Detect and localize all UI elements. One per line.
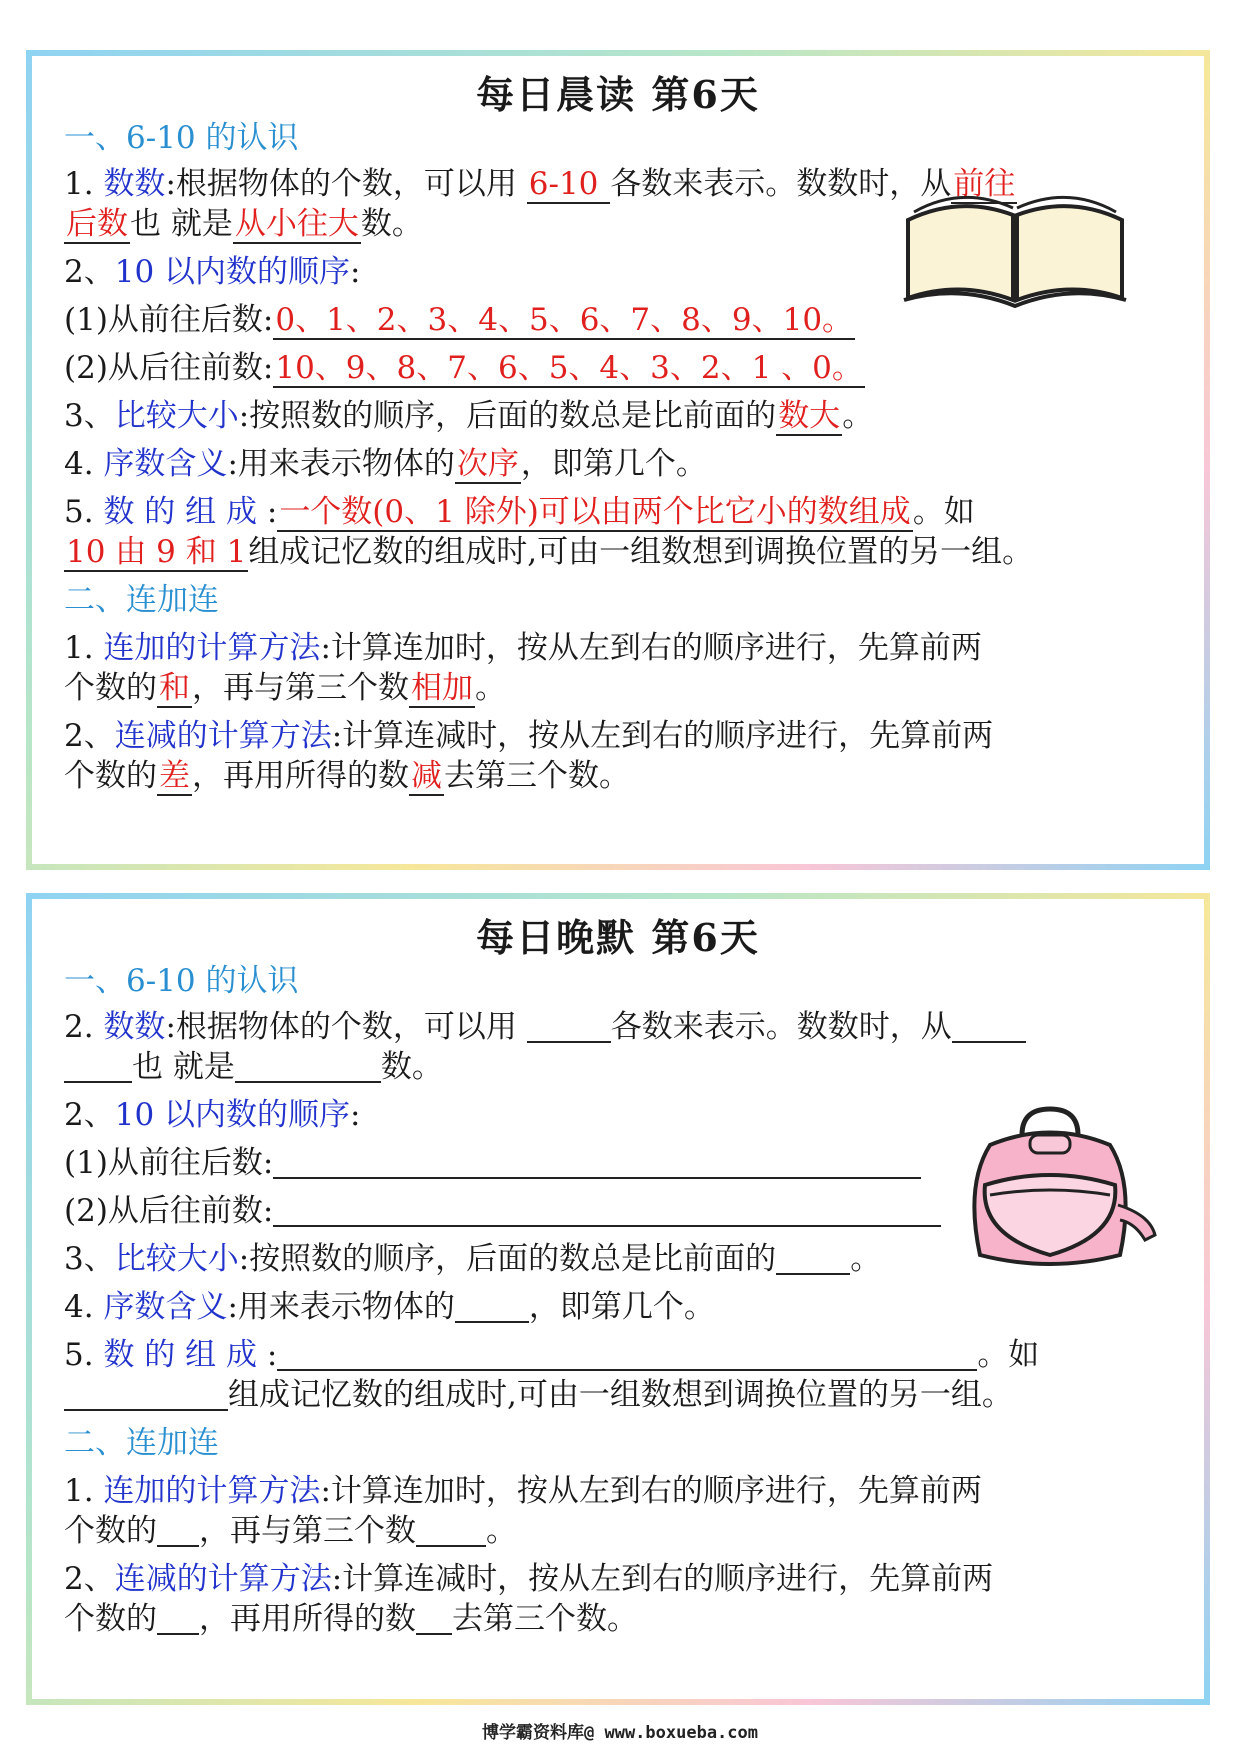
- morning-line-2: 2、10 以内数的顺序:: [64, 254, 361, 290]
- blank[interactable]: [157, 1603, 199, 1635]
- morning-card: [26, 50, 1210, 870]
- blank[interactable]: [273, 1147, 921, 1179]
- evening-line-4: 4. 序数含义:用来表示物体的 ，即第几个。: [64, 1289, 715, 1325]
- section-heading-2: 二、连加连: [64, 1425, 219, 1461]
- morning-line-6a: 1. 连加的计算方法:计算连加时，按从左到右的顺序进行，先算前两: [64, 630, 982, 666]
- blank[interactable]: [455, 1291, 529, 1323]
- evening-line-6a: 1. 连加的计算方法:计算连加时，按从左到右的顺序进行，先算前两: [64, 1473, 982, 1509]
- evening-line-3: 3、比较大小:按照数的顺序，后面的数总是比前面的 。: [64, 1241, 882, 1277]
- backpack-icon: [960, 1105, 1160, 1275]
- morning-line-6b: 个数的和，再与第三个数相加。: [64, 670, 506, 706]
- evening-line-1a: 2. 数数:根据物体的个数，可以用 各数来表示。数数时，从: [64, 1007, 1180, 1047]
- blank[interactable]: [64, 1379, 228, 1411]
- blank[interactable]: [273, 1195, 941, 1227]
- morning-line-5a: 5. 数 的 组 成 :一个数(0、1 除外)可以由两个比它小的数组成。如: [64, 494, 975, 530]
- morning-title: 每日晨读 第6天: [476, 72, 760, 117]
- morning-line-1b: 后数也 就是从小往大数。: [66, 206, 423, 242]
- open-book-icon: [900, 180, 1130, 310]
- evening-line-5b: 组成记忆数的组成时,可由一组数想到调换位置的另一组。: [64, 1375, 1180, 1415]
- blank[interactable]: [416, 1603, 452, 1635]
- section-heading-1: 一、6-10 的认识: [64, 120, 299, 156]
- morning-line-7b: 个数的差，再用所得的数减去第三个数。: [64, 758, 630, 794]
- evening-line-5a: 5. 数 的 组 成 : 。如: [64, 1337, 1040, 1373]
- evening-line-2b: (2)从后往前数:: [64, 1191, 1180, 1231]
- blank[interactable]: [277, 1339, 977, 1371]
- evening-card: [26, 893, 1210, 1705]
- evening-line-7a: 2、连减的计算方法:计算连减时，按从左到右的顺序进行，先算前两: [64, 1561, 994, 1597]
- section-heading-2: 二、连加连: [64, 582, 219, 618]
- evening-title: 每日晚默 第6天: [476, 915, 760, 960]
- evening-line-2a: (1)从前往后数:: [64, 1143, 1180, 1183]
- morning-line-7a: 2、连减的计算方法:计算连减时，按从左到右的顺序进行，先算前两: [64, 718, 994, 754]
- blank[interactable]: [157, 1515, 199, 1547]
- blank[interactable]: [235, 1051, 381, 1083]
- blank[interactable]: [776, 1243, 850, 1275]
- blank[interactable]: [527, 1011, 611, 1043]
- evening-line-6b: 个数的 ，再与第三个数 。: [64, 1513, 517, 1549]
- evening-line-2: 2、10 以内数的顺序:: [64, 1097, 361, 1133]
- blank[interactable]: [952, 1011, 1026, 1043]
- morning-line-3: 3、比较大小:按照数的顺序，后面的数总是比前面的数大。: [64, 398, 874, 434]
- morning-line-2b: (2)从后往前数:10、9、8、7、6、5、4、3、2、1 、0。: [64, 350, 863, 386]
- evening-line-1b: 也 就是 数。: [64, 1047, 1180, 1087]
- blank[interactable]: [416, 1515, 486, 1547]
- morning-line-2a: (1)从前往后数:0、1、2、3、4、5、6、7、8、9、10。: [64, 302, 854, 338]
- morning-line-1a: 1. 数数:根据物体的个数，可以用 6-10 各数来表示。数数时，从前往: [64, 166, 1016, 202]
- morning-line-5b: 10 由 9 和 1组成记忆数的组成时,可由一组数想到调换位置的另一组。: [66, 534, 1034, 570]
- morning-line-4: 4. 序数含义:用来表示物体的次序，即第几个。: [64, 446, 707, 482]
- blank[interactable]: [64, 1051, 132, 1083]
- section-heading-1: 一、6-10 的认识: [64, 963, 299, 999]
- footer-watermark: 博学霸资料库@ www.boxueba.com: [482, 1723, 758, 1743]
- evening-line-7b: 个数的 ，再用所得的数 去第三个数。: [64, 1601, 638, 1637]
